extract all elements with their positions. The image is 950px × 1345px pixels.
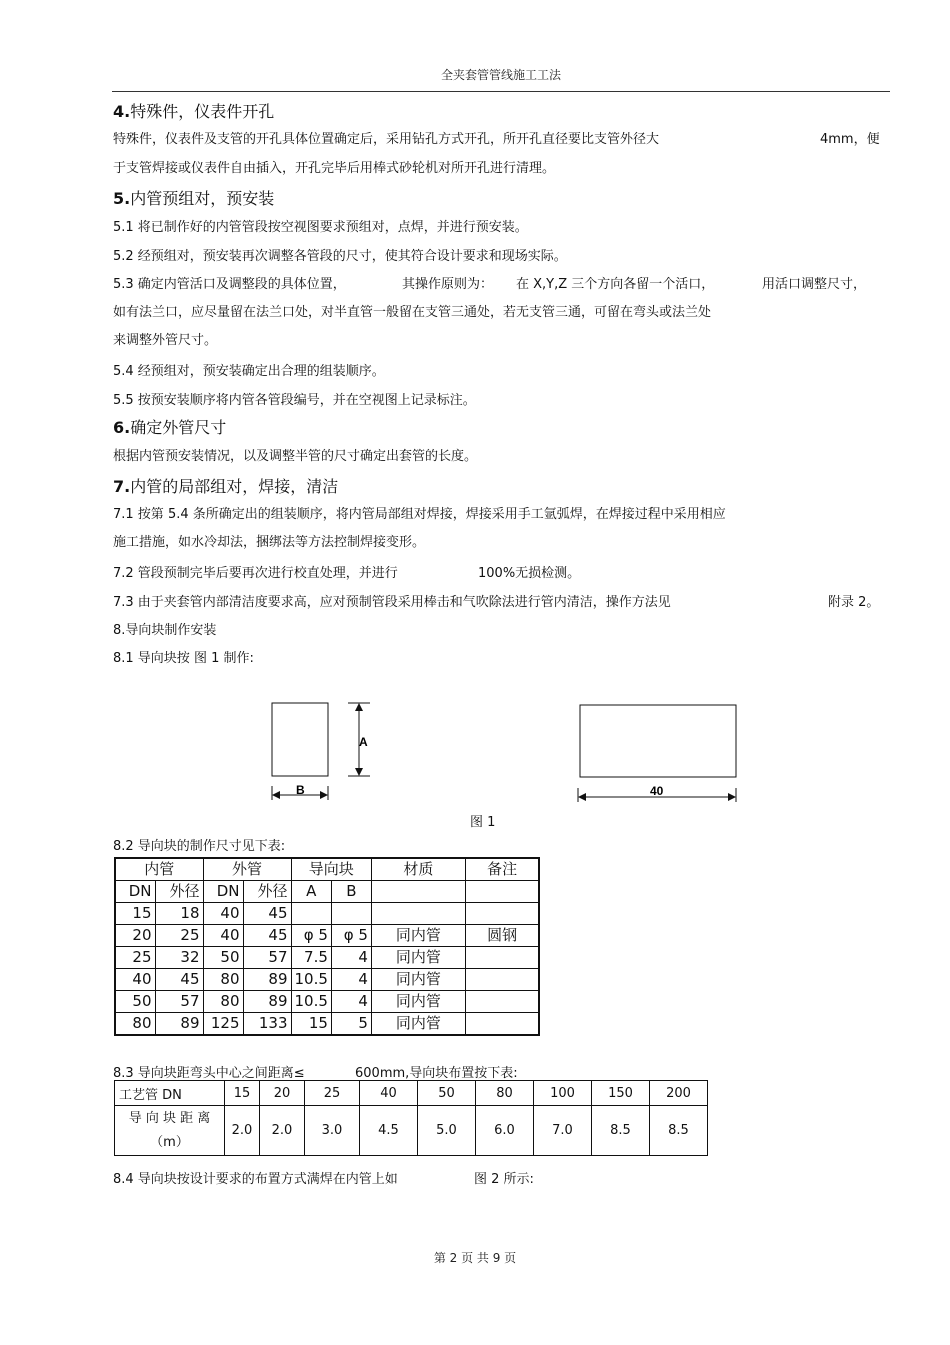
para-8-4-a: 8.4 导向块按设计要求的布置方式满焊在内管上如 bbox=[113, 1172, 398, 1187]
table-cell: 同内管 bbox=[371, 1013, 465, 1036]
table-cell: 89 bbox=[155, 1013, 203, 1036]
table-cell: 15 bbox=[225, 1081, 260, 1106]
para-7-1-b: 施工措施，如水冷却法，捆绑法等方法控制焊接变形。 bbox=[113, 535, 426, 550]
table-cell bbox=[371, 903, 465, 925]
section-5-heading: 5.内管预组对，预安装 bbox=[113, 189, 275, 208]
table-cell bbox=[291, 903, 331, 925]
table-cell: 80 bbox=[203, 991, 243, 1013]
section-7-heading: 7.内管的局部组对，焊接，清洁 bbox=[113, 477, 339, 496]
table-cell bbox=[465, 947, 539, 969]
table-cell: 40 bbox=[203, 925, 243, 947]
table-cell: 40 bbox=[203, 903, 243, 925]
table-cell: 7.5 bbox=[291, 947, 331, 969]
table-cell: 32 bbox=[155, 947, 203, 969]
table-row bbox=[115, 1081, 708, 1106]
dim-b-label: B bbox=[296, 783, 305, 797]
table-row bbox=[115, 1106, 708, 1156]
para-5-3-a: 5.3 确定内管活口及调整段的具体位置， bbox=[113, 277, 346, 292]
page-header: 全夹套管管线施工工法 bbox=[440, 68, 561, 82]
table-cell: 25 bbox=[115, 947, 155, 969]
table-cell: 45 bbox=[243, 903, 291, 925]
section-6-heading: 6.确定外管尺寸 bbox=[113, 418, 227, 437]
table-cell: 125 bbox=[203, 1013, 243, 1036]
table-row-label: 工艺管 DN bbox=[115, 1081, 225, 1106]
table-row bbox=[115, 947, 539, 969]
table-cell: 7.0 bbox=[534, 1106, 592, 1156]
table-cell: 80 bbox=[115, 1013, 155, 1036]
table-cell: 45 bbox=[243, 925, 291, 947]
table-cell: 5 bbox=[331, 1013, 371, 1036]
table-row-label bbox=[115, 1106, 225, 1156]
para-8-3-b: 600mm,导向块布置按下表: bbox=[355, 1066, 518, 1081]
table-cell: 同内管 bbox=[371, 947, 465, 969]
para-5-4: 5.4 经预组对，预安装确定出合理的组装顺序。 bbox=[113, 364, 385, 379]
table-cell: 40 bbox=[360, 1081, 418, 1106]
table-cell bbox=[465, 1013, 539, 1036]
table-header-cell: 导向块 bbox=[291, 858, 371, 881]
table-cell: φ 5 bbox=[291, 925, 331, 947]
table-cell: 50 bbox=[418, 1081, 476, 1106]
section-4-line-2: 于支管焊接或仪表件自由插入，开孔完毕后用棒式砂轮机对所开孔进行清理。 bbox=[113, 161, 556, 176]
table-header-cell: 备注 bbox=[465, 858, 539, 881]
table-cell bbox=[465, 991, 539, 1013]
table-subheader-cell: 外径 bbox=[243, 881, 291, 903]
table-cell: 10.5 bbox=[291, 991, 331, 1013]
table-cell: 80 bbox=[476, 1081, 534, 1106]
table-cell: 5.0 bbox=[418, 1106, 476, 1156]
para-6-1: 根据内管预安装情况，以及调整半管的尺寸确定出套管的长度。 bbox=[113, 449, 478, 464]
table-cell: 4 bbox=[331, 991, 371, 1013]
section-4-line-1: 特殊件，仪表件及支管的开孔具体位置确定后，采用钻孔方式开孔，所开孔直径要比支管外径大 bbox=[113, 132, 660, 147]
page-footer: 第 2 页 共 9 页 bbox=[433, 1251, 517, 1265]
table-cell: 57 bbox=[243, 947, 291, 969]
table-cell: 8.5 bbox=[650, 1106, 708, 1156]
table-cell: 2.0 bbox=[225, 1106, 260, 1156]
table-cell: 89 bbox=[243, 991, 291, 1013]
para-8-2: 8.2 导向块的制作尺寸见下表: bbox=[113, 839, 286, 854]
table-subheader-cell: B bbox=[331, 881, 371, 903]
table-cell: 同内管 bbox=[371, 969, 465, 991]
para-8-3-a: 8.3 导向块距弯头中心之间距离≤ bbox=[113, 1066, 305, 1081]
table-cell: 20 bbox=[115, 925, 155, 947]
para-7-3-a: 7.3 由于夹套管内部清洁度要求高，应对预制管段采用棒击和气吹除法进行管内清洁，操作方法见 bbox=[113, 595, 671, 610]
section-4-heading: 4.特殊件，仪表件开孔 bbox=[113, 102, 275, 121]
table-subheader-cell: DN bbox=[115, 881, 155, 903]
para-5-2: 5.2 经预组对，预安装再次调整各管段的尺寸，使其符合设计要求和现场实际。 bbox=[113, 249, 567, 264]
table-cell: 25 bbox=[305, 1081, 360, 1106]
table-cell: 6.0 bbox=[476, 1106, 534, 1156]
table-cell bbox=[331, 903, 371, 925]
table-cell: 57 bbox=[155, 991, 203, 1013]
para-5-3-f: 来调整外管尺寸。 bbox=[113, 333, 218, 348]
para-5-3-d: 用活口调整尺寸， bbox=[762, 277, 867, 292]
table-cell: 45 bbox=[155, 969, 203, 991]
table-header-cell: 外管 bbox=[203, 858, 291, 881]
table-cell: 150 bbox=[592, 1081, 650, 1106]
table-cell: 100 bbox=[534, 1081, 592, 1106]
table-header-cell: 材质 bbox=[371, 858, 465, 881]
guide-block-front-rect bbox=[272, 703, 328, 776]
table-subheader-cell: DN bbox=[203, 881, 243, 903]
table-cell: 4.5 bbox=[360, 1106, 418, 1156]
table-header-cell: 内管 bbox=[115, 858, 203, 881]
dim-a-label: A bbox=[359, 735, 368, 749]
para-8-1: 8.1 导向块按 图 1 制作: bbox=[113, 651, 254, 666]
table-row-label-line-2: （m） bbox=[150, 1134, 189, 1150]
para-5-5: 5.5 按预安装顺序将内管各管段编号，并在空视图上记录标注。 bbox=[113, 393, 476, 408]
table-cell: 15 bbox=[291, 1013, 331, 1036]
table-cell: 18 bbox=[155, 903, 203, 925]
para-5-1: 5.1 将已制作好的内管管段按空视图要求预组对，点焊，并进行预安装。 bbox=[113, 220, 528, 235]
guide-block-side-rect bbox=[580, 705, 736, 777]
table-row bbox=[115, 991, 539, 1013]
table-subheader-cell: 外径 bbox=[155, 881, 203, 903]
table-cell: 40 bbox=[115, 969, 155, 991]
section-4-line-1-end: 4mm，便 bbox=[820, 132, 880, 147]
table-cell: 8.5 bbox=[592, 1106, 650, 1156]
table-cell bbox=[465, 903, 539, 925]
table-cell: 200 bbox=[650, 1081, 708, 1106]
table-cell: 3.0 bbox=[305, 1106, 360, 1156]
guide-block-spacing-table bbox=[114, 1080, 708, 1156]
table-row-label-line-1: 导 向 块 距 离 bbox=[128, 1110, 211, 1126]
table-cell: 89 bbox=[243, 969, 291, 991]
table-cell: 15 bbox=[115, 903, 155, 925]
guide-block-size-table bbox=[114, 857, 540, 1036]
para-8-4-b: 图 2 所示: bbox=[474, 1172, 534, 1187]
table-row bbox=[115, 969, 539, 991]
table-cell: 10.5 bbox=[291, 969, 331, 991]
table-cell: 同内管 bbox=[371, 991, 465, 1013]
section-8-heading: 8.导向块制作安装 bbox=[113, 623, 217, 638]
table-cell bbox=[465, 969, 539, 991]
table-subheader-cell: A bbox=[291, 881, 331, 903]
table-cell: 圆钢 bbox=[465, 925, 539, 947]
table-row bbox=[115, 1013, 539, 1036]
table-row bbox=[115, 925, 539, 947]
table-cell: 50 bbox=[115, 991, 155, 1013]
table-subheader-cell bbox=[371, 881, 465, 903]
table-cell: 133 bbox=[243, 1013, 291, 1036]
table-cell: φ 5 bbox=[331, 925, 371, 947]
dim-40-label: 40 bbox=[650, 784, 664, 798]
table-cell: 4 bbox=[331, 969, 371, 991]
para-7-3-b: 附录 2。 bbox=[828, 595, 880, 610]
para-5-3-c: 在 X,Y,Z 三个方向各留一个活口， bbox=[516, 277, 715, 292]
table-subheader-row bbox=[115, 881, 539, 903]
table-row bbox=[115, 903, 539, 925]
table-subheader-cell bbox=[465, 881, 539, 903]
table-cell: 50 bbox=[203, 947, 243, 969]
table-cell: 同内管 bbox=[371, 925, 465, 947]
table-cell: 20 bbox=[260, 1081, 305, 1106]
table-cell: 4 bbox=[331, 947, 371, 969]
table-header-row bbox=[115, 858, 539, 881]
figure-1-caption: 图 1 bbox=[470, 815, 496, 830]
para-5-3-e: 如有法兰口，应尽量留在法兰口处，对半直管一般留在支管三通处，若无支管三通，可留在弯头或法兰处 bbox=[113, 305, 712, 320]
table-cell: 25 bbox=[155, 925, 203, 947]
para-7-2-b: 100%无损检测。 bbox=[478, 566, 581, 581]
table-cell: 80 bbox=[203, 969, 243, 991]
table-cell: 2.0 bbox=[260, 1106, 305, 1156]
para-5-3-b: 其操作原则为： bbox=[402, 277, 494, 292]
para-7-1-a: 7.1 按第 5.4 条所确定出的组装顺序，将内管局部组对焊接，焊接采用手工氩弧焊，在焊接过程中采用相应 bbox=[113, 507, 726, 522]
para-7-2-a: 7.2 管段预制完毕后要再次进行校直处理，并进行 bbox=[113, 566, 398, 581]
